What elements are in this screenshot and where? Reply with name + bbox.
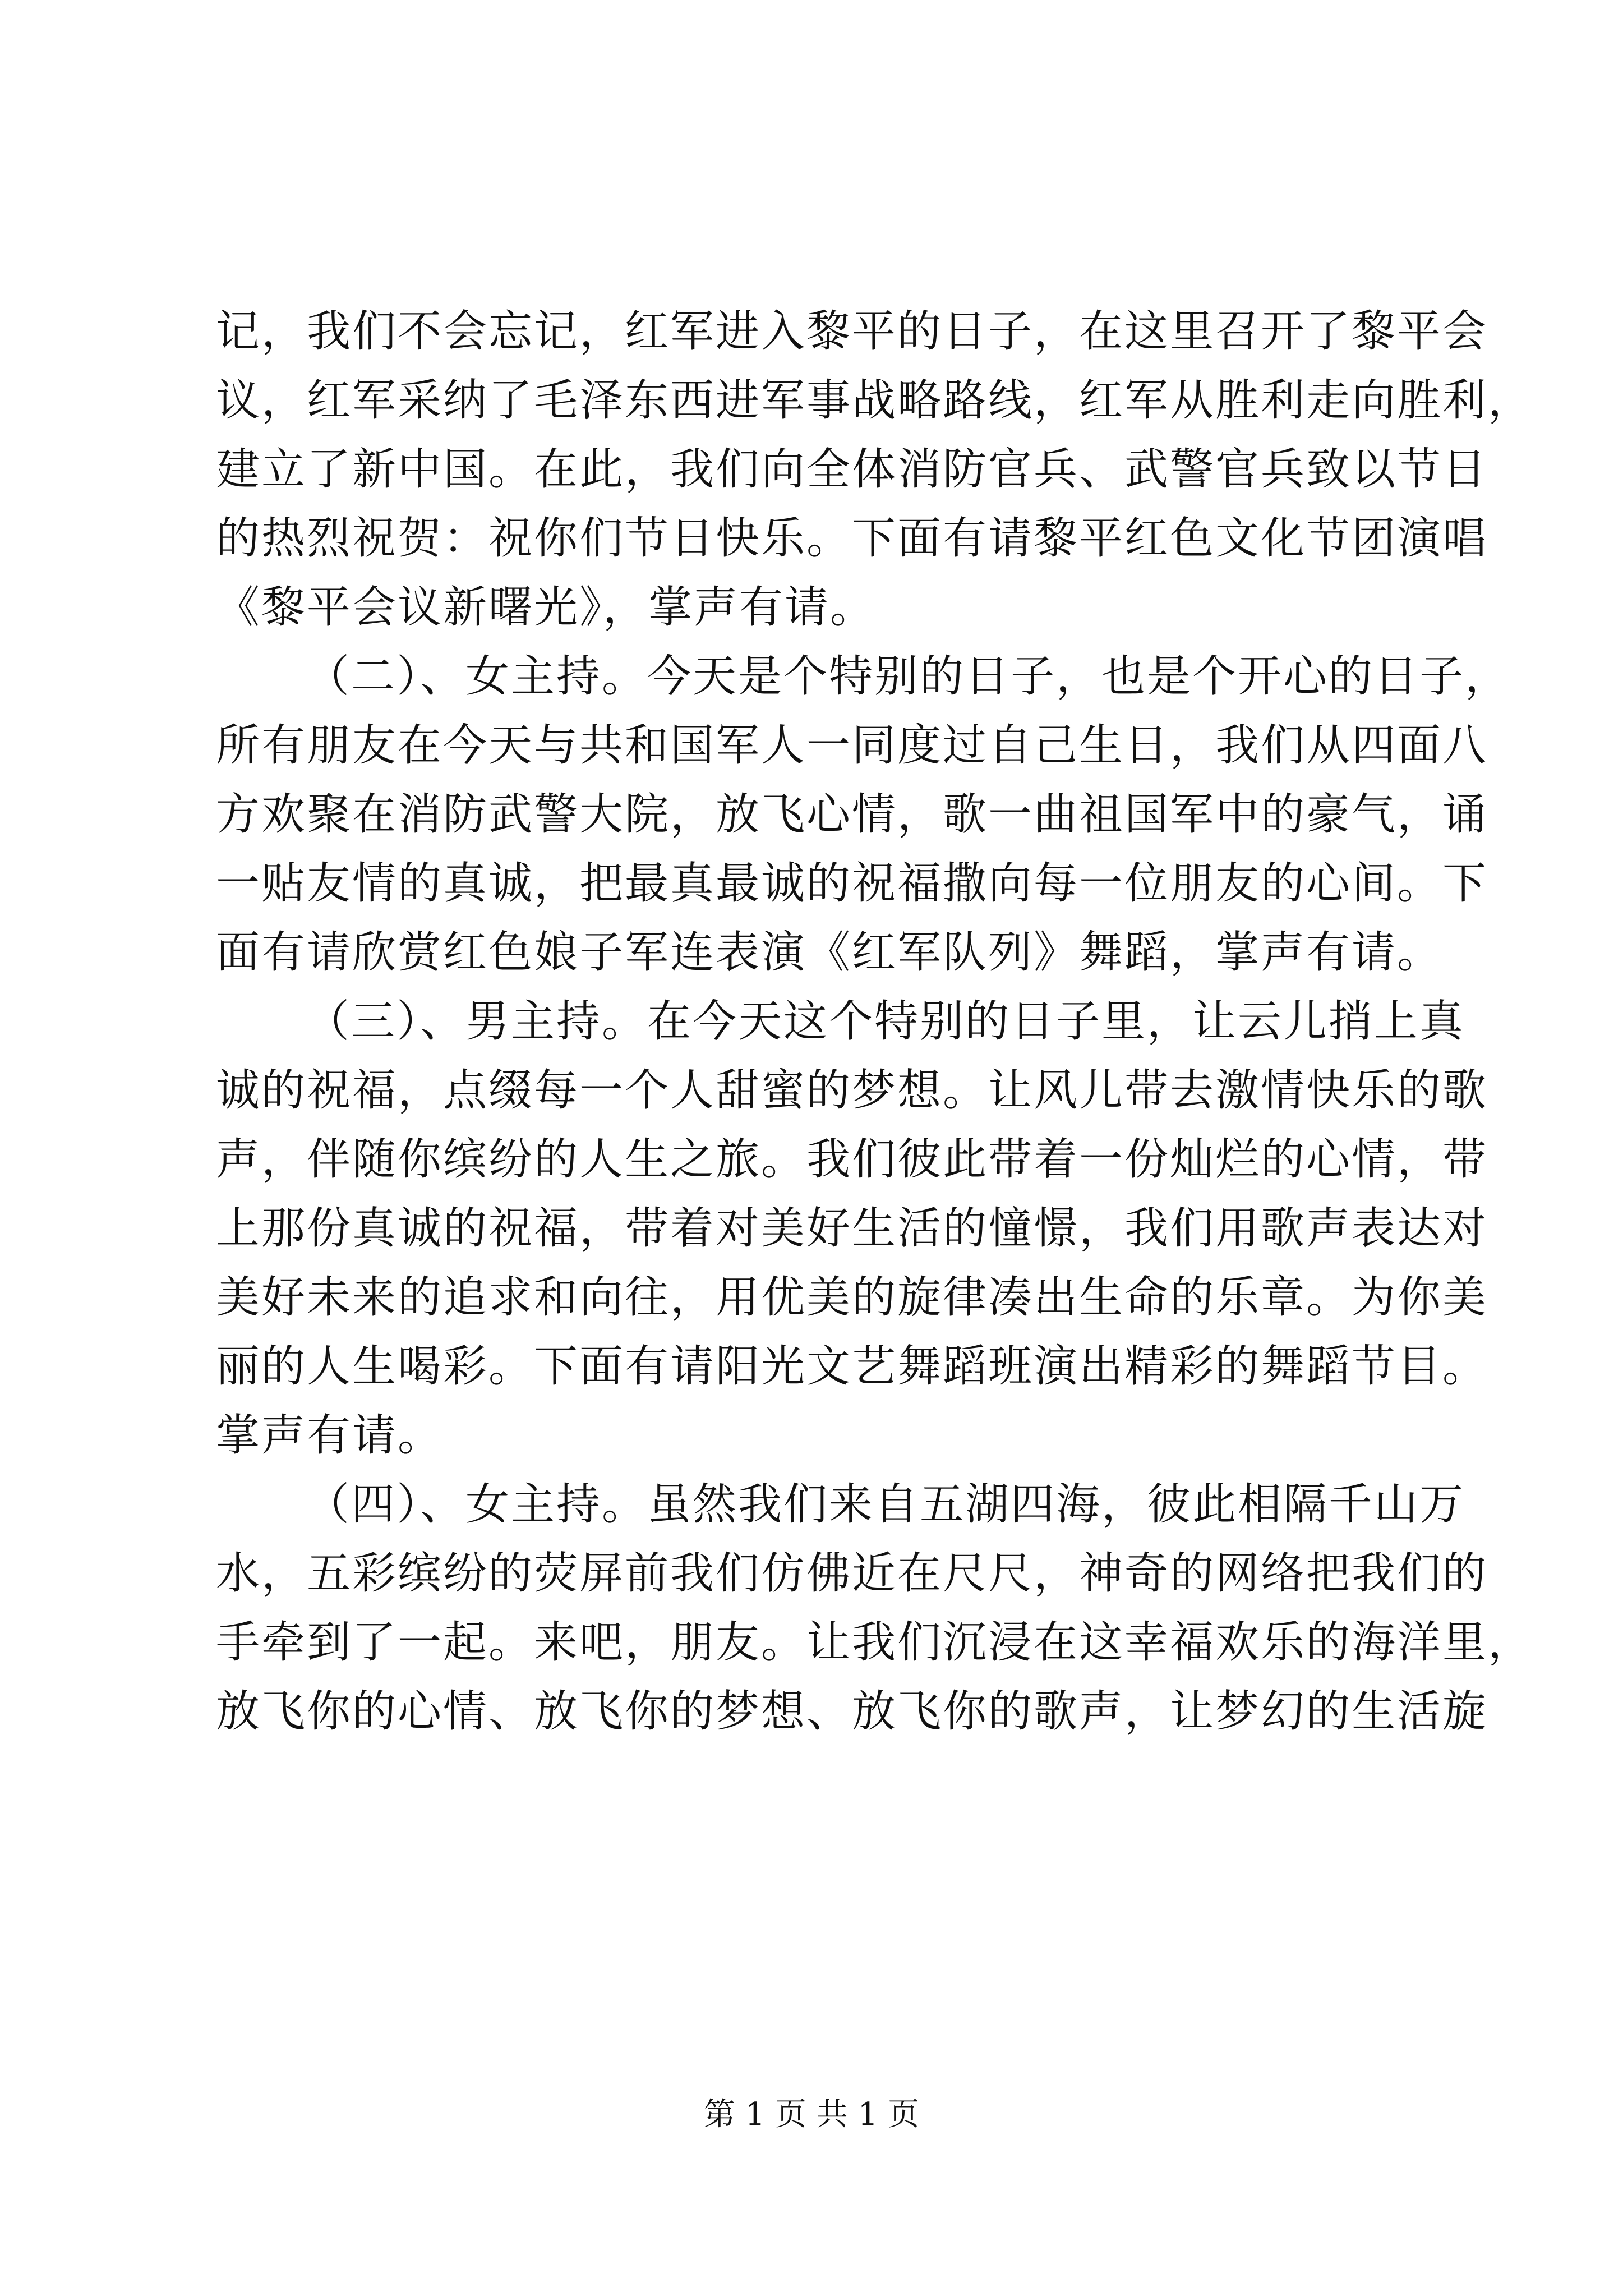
- text-line: 的热烈祝贺：祝你们节日快乐。下面有请黎平红色文化节团演唱: [216, 513, 1488, 564]
- text-line: 《黎平会议新曙光》，掌声有请。: [216, 582, 876, 633]
- paragraph-4: [216, 1470, 1534, 1746]
- page-footer: [0, 2095, 1623, 2134]
- page-number-label: 第 1 页 共 1 页: [703, 2096, 920, 2133]
- text-line: 面有请欣赏红色娘子军连表演《红军队列》舞蹈，掌声有请。: [216, 927, 1443, 978]
- text-line: 建立了新中国。在此，我们向全体消防官兵、武警官兵致以节日: [216, 444, 1488, 495]
- text-line: 议，红军采纳了毛泽东西进军事战略路线，红军从胜利走向胜利，: [216, 375, 1534, 426]
- text-line: 诚的祝福，点缀每一个人甜蜜的梦想。让风儿带去激情快乐的歌: [216, 1065, 1488, 1116]
- text-line: 方欢聚在消防武警大院，放飞心情，歌一曲祖国军中的豪气，诵: [216, 789, 1488, 840]
- text-line: 手牵到了一起。来吧，朋友。让我们沉浸在这幸福欢乐的海洋里，: [216, 1617, 1534, 1668]
- text-line: （四）、女主持。虽然我们来自五湖四海，彼此相隔千山万: [306, 1479, 1465, 1530]
- text-line: 上那份真诚的祝福，带着对美好生活的憧憬，我们用歌声表达对: [216, 1203, 1488, 1254]
- document-body: [216, 297, 1534, 1746]
- text-line: 放飞你的心情、放飞你的梦想、放飞你的歌声，让梦幻的生活旋: [216, 1686, 1488, 1737]
- text-line: 丽的人生喝彩。下面有请阳光文艺舞蹈班演出精彩的舞蹈节目。: [216, 1341, 1488, 1392]
- text-line: 美好未来的追求和向往，用优美的旋律凑出生命的乐章。为你美: [216, 1272, 1488, 1323]
- text-line: 掌声有请。: [216, 1410, 444, 1461]
- text-line: 记，我们不会忘记，红军进入黎平的日子，在这里召开了黎平会: [216, 306, 1488, 357]
- text-line: 一贴友情的真诚，把最真最诚的祝福撒向每一位朋友的心间。下: [216, 858, 1488, 909]
- text-line: 所有朋友在今天与共和国军人一同度过自己生日，我们从四面八: [216, 720, 1488, 771]
- paragraph-3: [216, 987, 1488, 1470]
- paragraph-1: [216, 297, 1534, 642]
- text-line: （三）、男主持。在今天这个特别的日子里，让云儿捎上真: [306, 996, 1465, 1047]
- paragraph-2: [216, 642, 1511, 987]
- text-line: 声，伴随你缤纷的人生之旅。我们彼此带着一份灿烂的心情，带: [216, 1134, 1488, 1185]
- text-line: 水，五彩缤纷的荧屏前我们仿佛近在尺尺，神奇的网络把我们的: [216, 1548, 1488, 1599]
- text-line: （二）、女主持。今天是个特别的日子，也是个开心的日子，: [306, 651, 1511, 702]
